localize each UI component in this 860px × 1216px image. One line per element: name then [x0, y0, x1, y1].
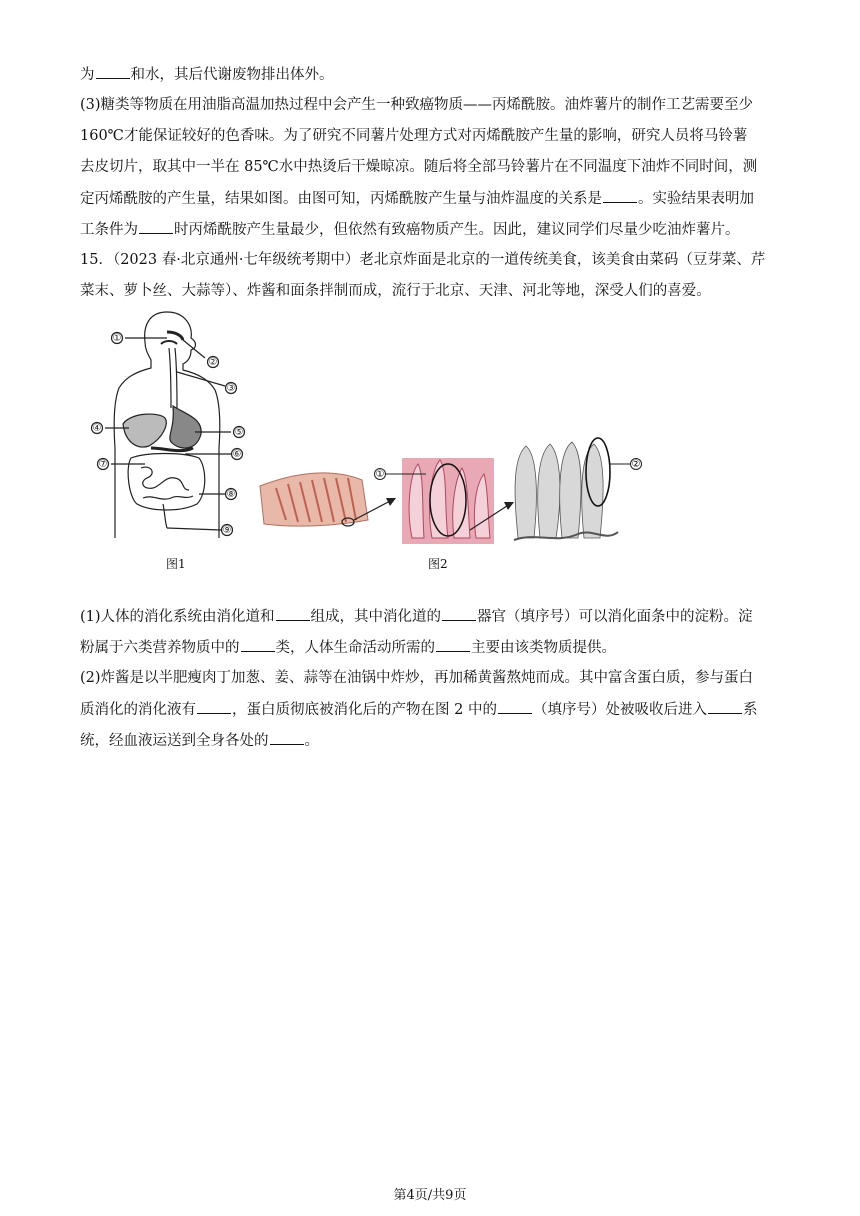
figure1-caption: 图1	[166, 557, 186, 571]
figure2-label-2: ②	[631, 459, 641, 470]
text-line: 160℃才能保证较好的色香味。为了研究不同薯片处理方式对丙烯酰胺产生量的影响，研究人员将马铃薯	[80, 128, 748, 144]
figure1-label-1: ①	[112, 333, 122, 344]
question-2-line: 质消化的消化液有 ，蛋白质彻底被消化后的产物在图 2 中的 （填序号）处被吸收后进入 系	[80, 699, 780, 720]
text-line: 工条件为 时丙烯酰胺产生量最少，但依然有致癌物质产生。因此，建议同学们尽量少吃油炸薯片。	[80, 219, 780, 240]
answer-blank[interactable]	[276, 606, 310, 621]
figure1-label-4: ④	[92, 423, 102, 434]
answer-blank[interactable]	[442, 606, 476, 621]
figure1-label-9: ⑨	[222, 525, 232, 536]
answer-blank[interactable]	[708, 699, 742, 714]
answer-blank[interactable]	[139, 219, 173, 234]
answer-blank[interactable]	[241, 637, 275, 652]
answer-blank[interactable]	[436, 637, 470, 652]
question-1-line: (1)人体的消化系统由消化道和 组成，其中消化道的 器官（填序号）可以消化面条中的淀粉。淀	[80, 606, 780, 627]
figure1-label-5: ⑤	[234, 427, 244, 438]
question-2-line: 统，经血液运送到全身各处的 。	[80, 730, 780, 751]
answer-blank[interactable]	[197, 699, 231, 714]
answer-blank[interactable]	[270, 730, 304, 745]
figure2-caption: 图2	[428, 557, 448, 571]
figure1-label-2: ②	[208, 357, 218, 368]
text-line: (3)糖类等物质在用油脂高温加热过程中会产生一种致癌物质——丙烯酰胺。油炸薯片的制作工艺需要至少	[80, 97, 754, 113]
figure1-label-6: ⑥	[232, 449, 242, 460]
digestive-system-diagram	[85, 308, 250, 548]
figure1-label-3: ③	[226, 383, 236, 394]
question-2-line: (2)炸酱是以半肥瘦肉丁加葱、姜、蒜等在油锅中炸炒，再加稀黄酱熬炖而成。其中富含蛋白质，参与蛋白	[80, 670, 754, 686]
text-line: 去皮切片，取其中一半在 85℃水中热烫后干燥晾凉。随后将全部马铃薯片在不同温度下油炸不同时间，测	[80, 159, 758, 175]
answer-blank[interactable]	[603, 188, 637, 203]
answer-blank[interactable]	[498, 699, 532, 714]
answer-blank[interactable]	[96, 64, 130, 79]
figure1-label-8: ⑧	[226, 489, 236, 500]
question-15-heading: 15．（2023 春·北京通州·七年级统考期中）老北京炸面是北京的一道传统美食，该美食由菜码（豆芽菜、芹	[80, 252, 766, 268]
page-footer: 第4页/共9页	[393, 1188, 467, 1203]
figure1-label-7: ⑦	[98, 459, 108, 470]
small-intestine-villi-diagram	[256, 428, 676, 548]
text-line: 菜末、萝卜丝、大蒜等）、炸酱和面条拌制而成，流行于北京、天津、河北等地，深受人们的喜爱。	[80, 283, 711, 299]
text-line: 定丙烯酰胺的产生量，结果如图。由图可知，丙烯酰胺产生量与油炸温度的关系是 。实验结果表明加	[80, 188, 780, 209]
text-line: 为 和水，其后代谢废物排出体外。	[80, 64, 780, 85]
question-1-line: 粉属于六类营养物质中的 类，人体生命活动所需的 主要由该类物质提供。	[80, 637, 780, 658]
figure2-label-1: ①	[375, 469, 385, 480]
